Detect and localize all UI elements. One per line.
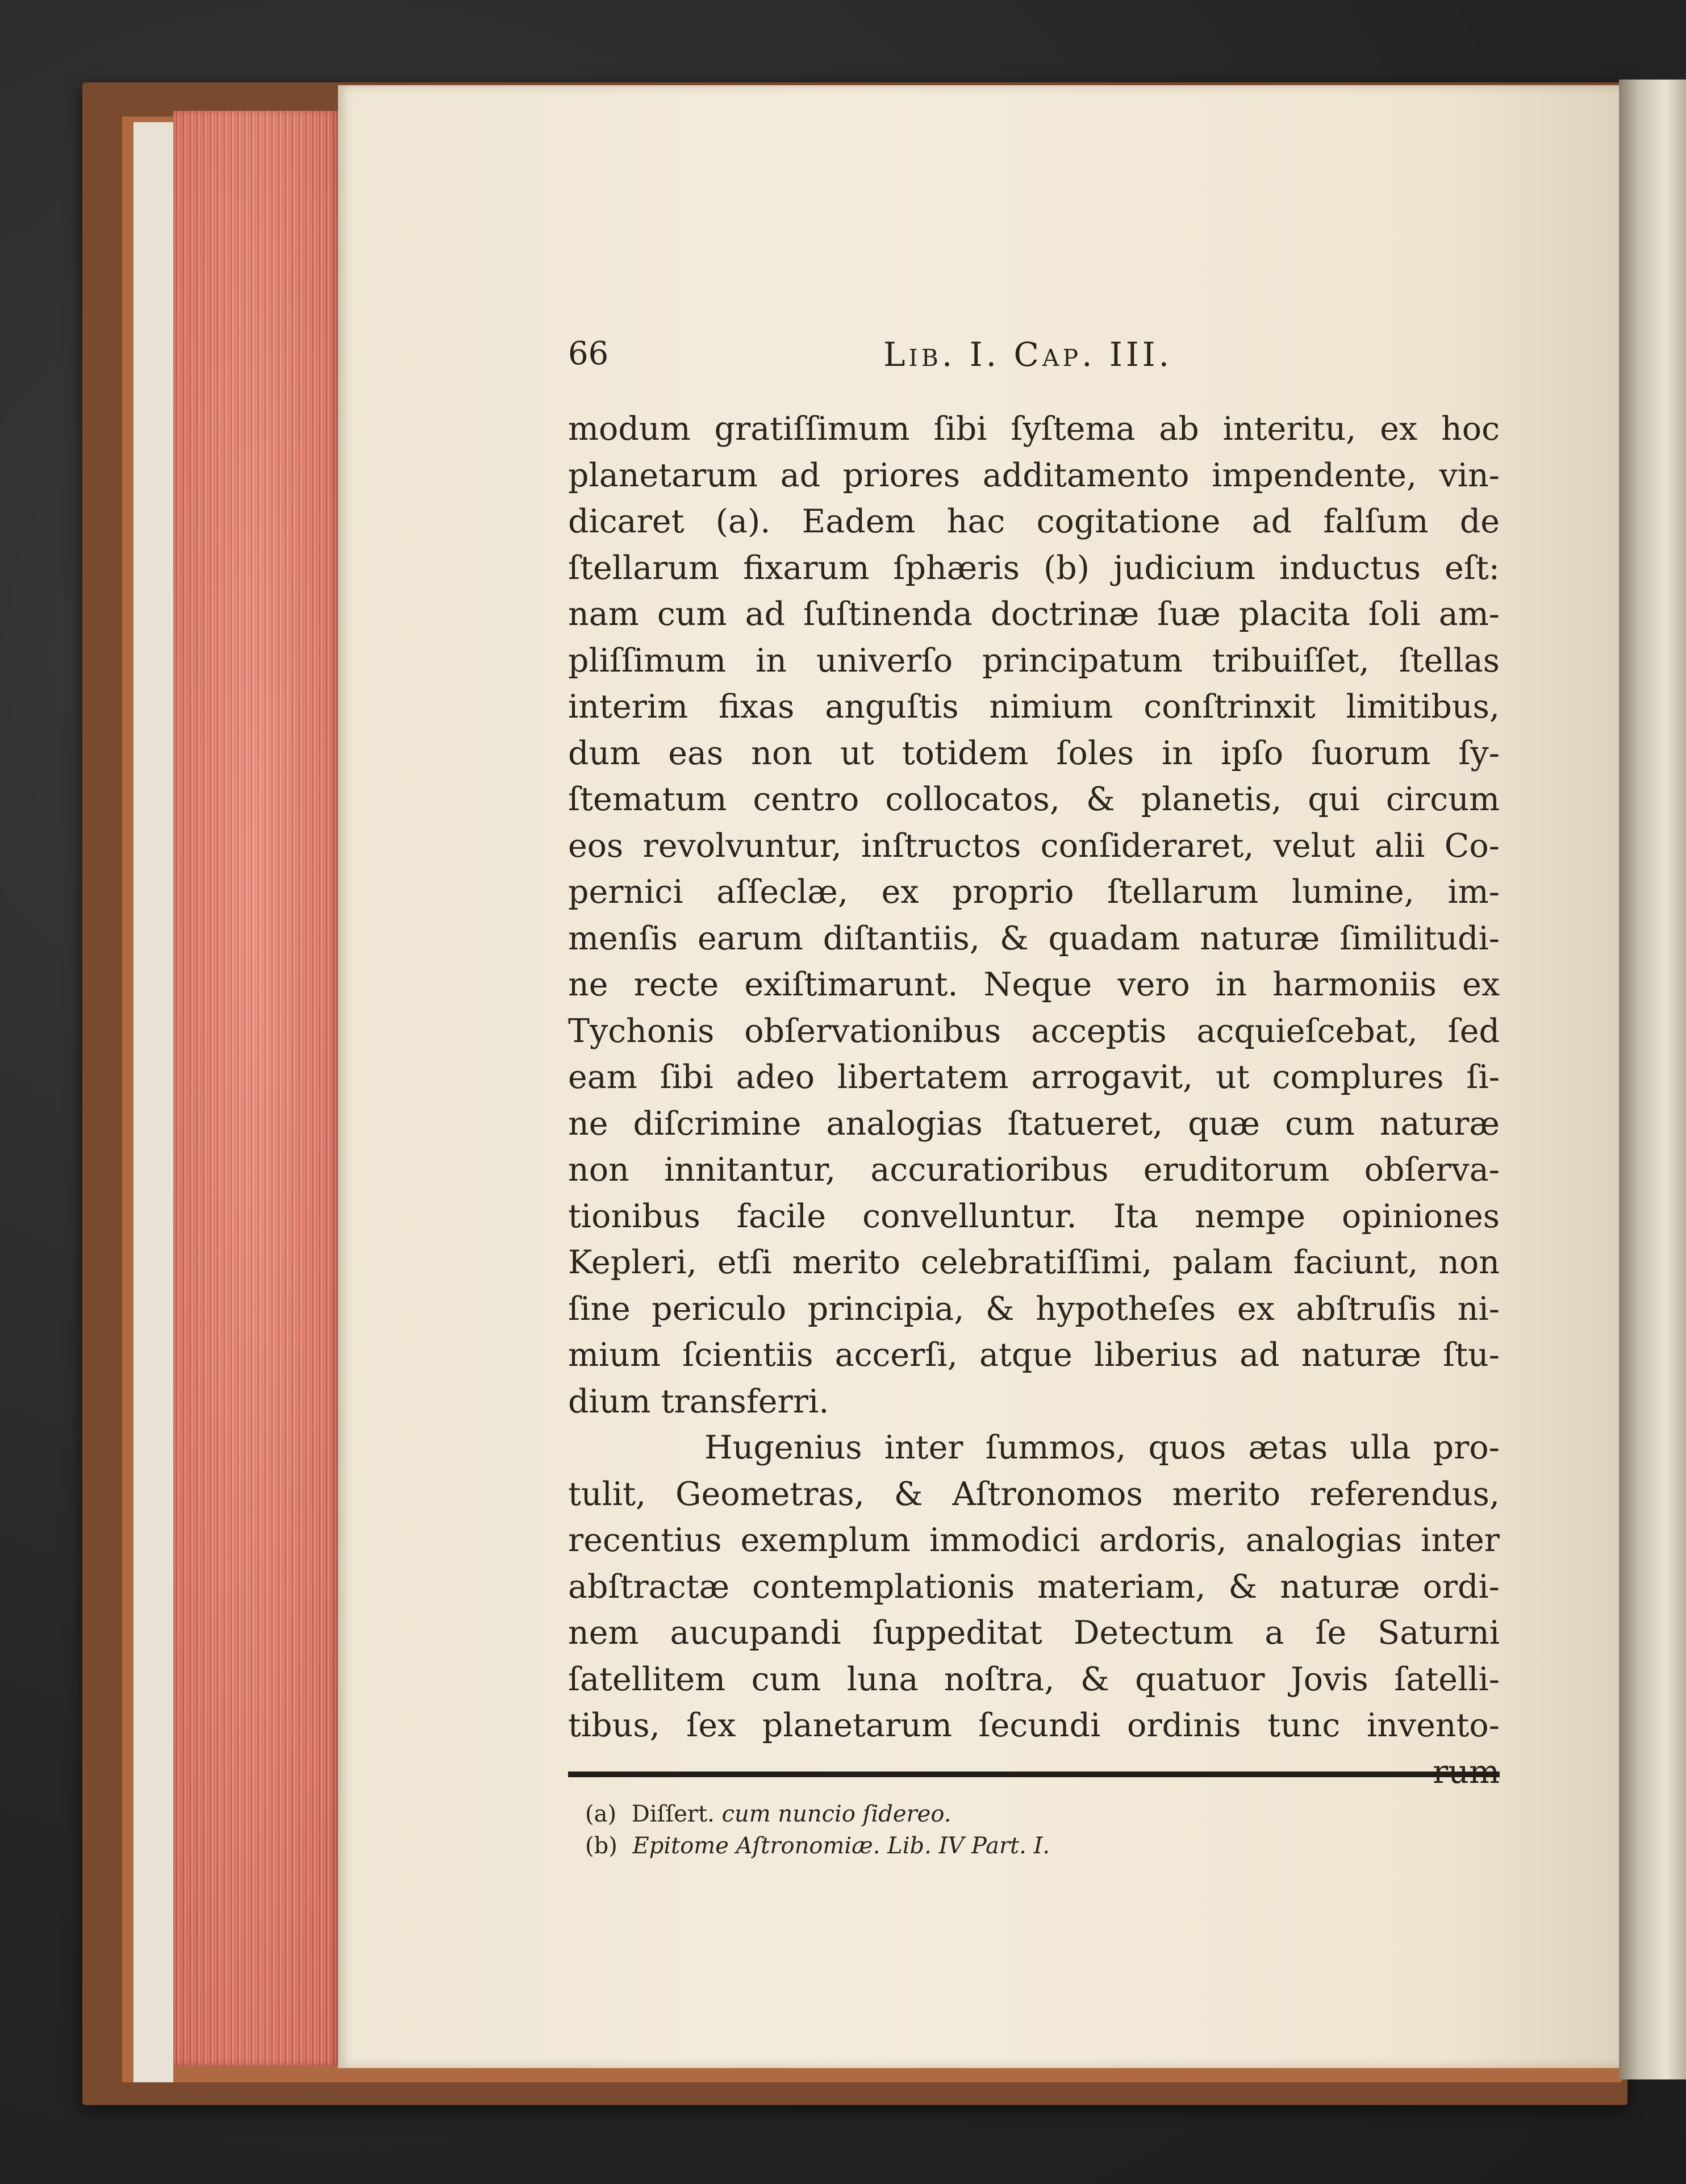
chapter-heading: Lib. I. Cap. III. [883,335,1173,374]
text-line: nam cum ad ſuſtinenda doctrinæ ſuæ placita ſoli am- [568,595,1500,633]
footnotes [585,1798,1267,1862]
text-line: ſatellitem cum luna noſtra, & quatuor Jovis ſatelli- [568,1660,1500,1698]
text-line: eam ſibi adeo libertatem arrogavit, ut complures ſi- [568,1058,1500,1096]
text-line: Tychonis obſervationibus acceptis acquieſcebat, ſed [568,1012,1500,1050]
text-line: Kepleri, etſi merito celebratiſſimi, palam faciunt, non [568,1244,1500,1281]
text-line: menſis earum diſtantiis, & quadam naturæ ſimilitudi- [568,919,1500,957]
footnote-mark: (b) [585,1833,617,1859]
text-line: dium transferri. [568,1382,829,1420]
footnote-a [585,1798,1267,1830]
text-line: ne recte exiſtimarunt. Neque vero in harmoniis ex [568,966,1500,1003]
text-line: ſtellarum fixarum ſphæris (b) judicium inductus eſt: [568,549,1500,587]
text-line: recentius exemplum immodici ardoris, analogias inter [568,1522,1500,1559]
text-line: eos revolvuntur, inſtructos conſideraret, velut alii Co- [568,827,1500,865]
footnote-rule [568,1772,1500,1777]
text-line: planetarum ad priores additamento impendente, vin- [568,456,1500,494]
page-number: 66 [568,335,609,372]
text-line: interim fixas anguſtis nimium conſtrinxit limitibus, [568,688,1500,726]
pastedown-strip [133,122,173,2082]
text-line: tulit, Geometras, & Aſtronomos merito referendus, [568,1475,1500,1513]
text-line: tibus, ſex planetarum ſecundi ordinis tunc invento- [568,1707,1500,1744]
footnote-text: Diſſert. [631,1801,715,1827]
text-line: pernici aſſeclæ, ex proprio ſtellarum lumine, im- [568,873,1500,911]
text-line: nem aucupandi ſuppeditat Detectum a ſe Saturni [568,1614,1500,1652]
text-line: mium ſcientiis accerſi, atque liberius ad naturæ ſtu- [568,1336,1500,1374]
text-line: non innitantur, accuratioribus eruditorum obſerva- [568,1151,1500,1189]
red-page-edges [173,111,338,2065]
text-line: modum gratiſſimum ſibi ſyſtema ab interitu, ex hoc [568,410,1500,448]
text-line: dum eas non ut totidem ſoles in ipſo ſuorum ſy- [568,734,1500,772]
text-line: ne diſcrimine analogias ſtatueret, quæ cum naturæ [568,1104,1500,1143]
footnote-mark: (a) [585,1801,617,1827]
footnote-b [585,1830,1267,1862]
text-line: Hugenius inter ſummos, quos ætas ulla pro- [704,1429,1500,1466]
text-line: dicaret (a). Eadem hac cogitatione ad falſum de [568,503,1500,540]
body-text [568,406,1500,1758]
footnote-italic: cum nuncio ſidereo. [721,1801,951,1827]
text-line: ſtematum centro collocatos, & planetis, qui circum [568,781,1500,818]
page-gutter [1619,80,1686,2079]
footnote-italic: Epitome Aſtronomiæ. Lib. IV Part. I. [632,1833,1050,1859]
text-line: abſtractæ contemplationis materiam, & naturæ ordi- [568,1568,1500,1606]
text-line: pliſſimum in univerſo principatum tribuiſſet, ſtellas [568,641,1500,680]
text-line: tionibus facile convelluntur. Ita nempe opiniones [568,1197,1500,1235]
text-line: ſine periculo principia, & hypotheſes ex abſtruſis ni- [568,1290,1500,1328]
running-head [568,335,1511,381]
